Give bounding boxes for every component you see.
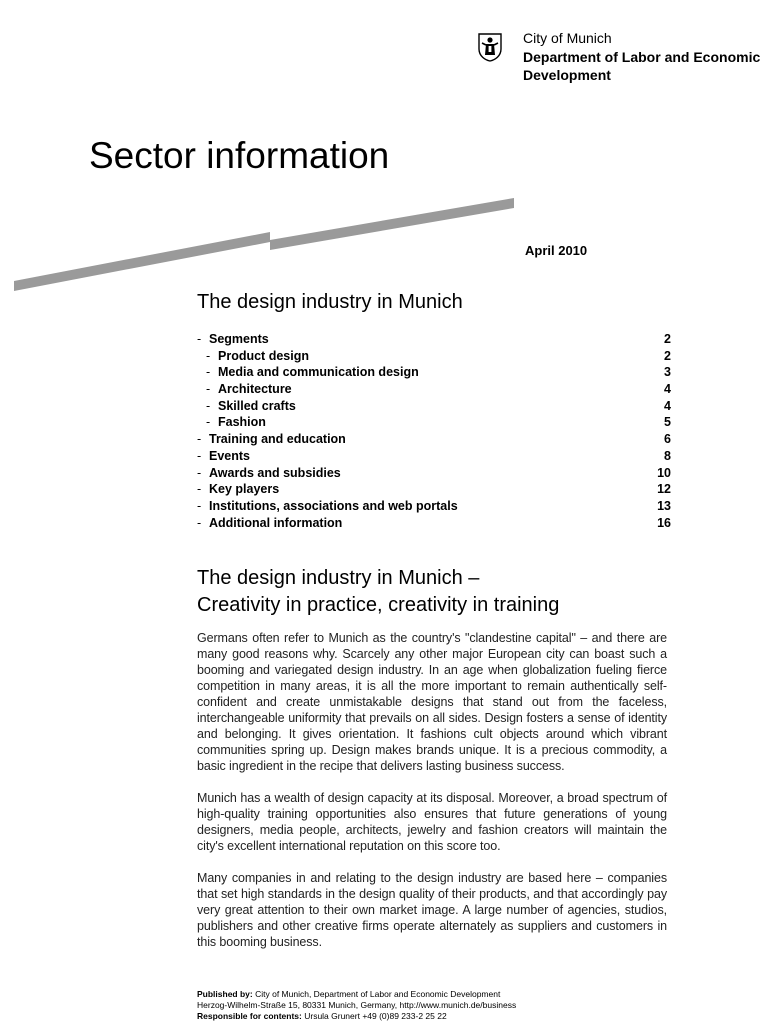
toc-page-number: 5 [664,415,671,430]
toc-page-number: 4 [664,382,671,397]
footer-responsible-line [197,1011,697,1022]
toc-item-label-group [197,414,266,430]
article-paragraph: Germans often refer to Munich as the country's "clandestine capital" – and there are many good reasons why. Scarcely any other major European city can boast such a booming and variegated design industry. In an age when globalization fueling fierce competition in many areas, it is all the more important to remain authentically self-confident and create unmistakable designs that stand out from the faceless, interchangeable uniformity that prevails on all sides. Design fosters a sense of identity and belonging. It gives orientation. It fashions cult objects around which vibrant communities spring up. Design makes brands unique. It is a precious commodity, a basic ingredient in the recipe that delivers lasting business success. [197,631,667,773]
toc-bullet: - [197,448,202,463]
imprint-footer [197,989,697,1022]
toc-bullet: - [197,332,202,346]
toc-item-label-group [197,398,296,414]
toc-bullet: - [197,465,202,480]
toc-item [197,448,671,465]
toc-bullet: - [197,482,202,497]
footer-publisher-label: Published by: [197,989,253,999]
toc-item-label: Key players [209,482,280,497]
toc-bullet: - [206,415,211,430]
toc-bullet: - [197,515,202,530]
toc-page-number: 2 [664,332,671,346]
toc-page-number: 8 [664,448,671,463]
toc-item [197,364,671,381]
footer-responsible-label: Responsible for contents: [197,1011,302,1021]
toc-page-number: 2 [664,348,671,363]
toc-item [197,348,671,365]
toc-page-number: 3 [664,365,671,380]
toc-bullet: - [197,432,202,447]
article-body [197,630,667,966]
toc-item [197,381,671,398]
toc-item [197,331,671,348]
decorative-stripes [0,190,520,295]
toc-page-number: 6 [664,432,671,447]
toc-item-label-group [197,431,346,447]
article-heading-line-2: Creativity in practice, creativity in training [197,594,560,616]
toc-item [197,481,671,498]
article-paragraph: Munich has a wealth of design capacity at its disposal. Moreover, a broad spectrum of high-quality training opportunities also ensures that future generations of young designers, media people, architects, jewelry and fashion creators will maintain the city's excellent international reputation on this score too. [197,791,667,853]
toc-item-label: Segments [209,332,269,346]
munich-monk-emblem-icon [477,32,503,62]
toc-page-number: 12 [657,482,671,497]
toc-item-label: Media and communication design [218,365,419,380]
toc-item-label-group [197,465,341,481]
page-title: Sector information [89,135,390,176]
toc-page-number: 10 [657,465,671,480]
toc-page-number: 4 [664,398,671,413]
footer-publisher: City of Munich, Department of Labor and Economic Development [255,989,501,999]
toc-item-label: Skilled crafts [218,398,296,413]
org-department: Department of Labor and Economic Development [523,49,761,83]
toc-item-label: Training and education [209,432,346,447]
publication-date: April 2010 [525,243,588,258]
toc-item-label-group [197,498,458,514]
toc-bullet: - [197,498,202,513]
article-heading [197,565,667,619]
toc-item-label-group [197,364,419,380]
article-heading-line-1: The design industry in Munich – [197,567,480,589]
toc-bullet: - [206,382,211,397]
toc-bullet: - [206,398,211,413]
toc-bullet: - [206,348,211,363]
toc-item [197,465,671,482]
toc-item-label-group [197,331,269,347]
toc-item [197,398,671,415]
toc-item-label-group [197,381,292,397]
toc-item-label: Institutions, associations and web portals [209,498,458,513]
toc-item-label: Architecture [218,382,292,397]
toc-item-label: Awards and subsidies [209,465,341,480]
article-paragraph: Many companies in and relating to the design industry are based here – companies that set high standards in the design quality of their products, and that accordingly pay very great attention to their own market image. A large number of agencies, studios, publishers and other creative firms operate alternately as suppliers and customers in this booming business. [197,871,667,949]
table-of-contents [197,331,671,531]
toc-item-label-group [197,448,250,464]
org-city: City of Munich [523,30,612,46]
toc-item-label: Additional information [209,515,343,530]
toc-item-label-group [197,515,342,531]
toc-item-label-group [197,348,309,364]
toc-item [197,431,671,448]
footer-publisher-line [197,989,697,1000]
toc-item [197,414,671,431]
toc-bullet: - [206,365,211,380]
toc-heading: The design industry in Munich [197,291,463,313]
toc-item-label: Product design [218,348,309,363]
toc-item [197,515,671,532]
toc-page-number: 13 [657,498,671,513]
decorative-stripe-left [14,232,270,291]
toc-page-number: 16 [657,515,671,530]
toc-item-label-group [197,481,279,497]
toc-item-label: Fashion [218,415,266,430]
footer-address: Herzog-Wilhelm-Straße 15, 80331 Munich, Germany, http://www.munich.de/business [197,1000,517,1010]
toc-item-label: Events [209,448,250,463]
decorative-stripe-right [270,198,514,250]
toc-item [197,498,671,515]
footer-responsible: Ursula Grunert +49 (0)89 233-2 25 22 [304,1011,447,1021]
